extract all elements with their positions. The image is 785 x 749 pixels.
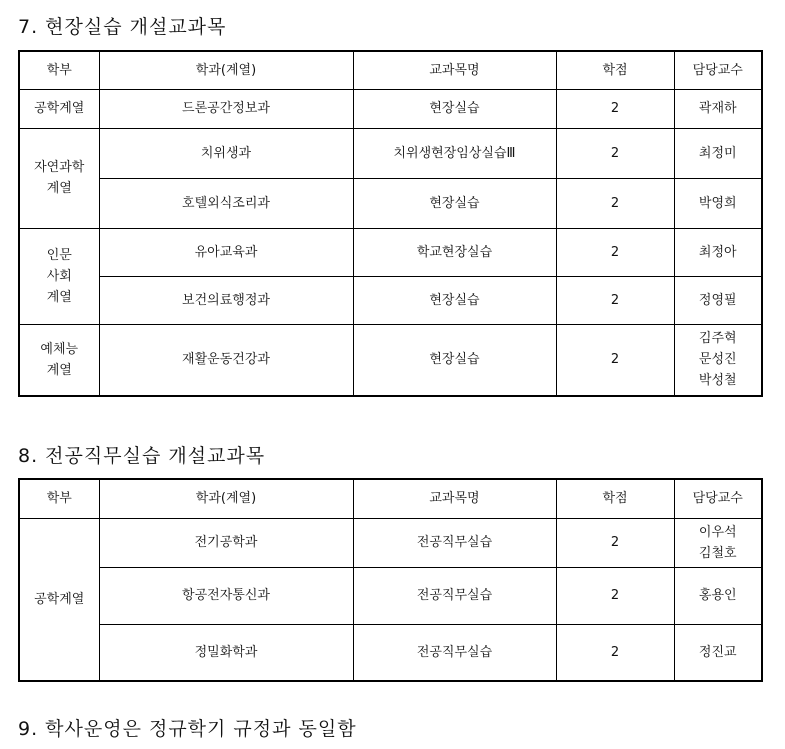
section-7-heading: 7. 현장실습 개설교과목	[18, 16, 227, 38]
course-cell: 현장실습	[353, 324, 556, 396]
credit-cell: 2	[556, 276, 674, 324]
division-cell: 공학계열	[19, 518, 99, 681]
dept-cell: 재활운동건강과	[99, 324, 353, 396]
dept-cell: 전기공학과	[99, 518, 353, 567]
dept-cell: 호텔외식조리과	[99, 178, 353, 228]
header-dept: 학과(계열)	[99, 479, 353, 518]
professor-cell: 곽재하	[674, 89, 762, 128]
division-cell: 인문 사회 계열	[19, 228, 99, 324]
division-cell: 자연과학 계열	[19, 128, 99, 228]
header-professor: 담당교수	[674, 479, 762, 518]
header-division: 학부	[19, 51, 99, 89]
table-row	[19, 128, 762, 178]
header-dept: 학과(계열)	[99, 51, 353, 89]
table-row	[19, 518, 762, 567]
dept-cell: 치위생과	[99, 128, 353, 178]
field-practice-table	[18, 50, 763, 397]
credit-cell: 2	[556, 128, 674, 178]
section-8-heading: 8. 전공직무실습 개설교과목	[18, 445, 266, 467]
table-header-row	[19, 479, 762, 518]
credit-cell: 2	[556, 89, 674, 128]
dept-cell: 보건의료행정과	[99, 276, 353, 324]
course-cell: 현장실습	[353, 276, 556, 324]
dept-cell: 정밀화학과	[99, 624, 353, 681]
course-cell: 현장실습	[353, 89, 556, 128]
table-row	[19, 324, 762, 396]
major-practice-table	[18, 478, 763, 682]
credit-cell: 2	[556, 624, 674, 681]
professor-cell: 이우석 김철호	[674, 518, 762, 567]
division-cell: 예체능 계열	[19, 324, 99, 396]
professor-cell: 정영필	[674, 276, 762, 324]
credit-cell: 2	[556, 567, 674, 624]
course-cell: 학교현장실습	[353, 228, 556, 276]
dept-cell: 드론공간정보과	[99, 89, 353, 128]
professor-cell: 홍용인	[674, 567, 762, 624]
header-division: 학부	[19, 479, 99, 518]
credit-cell: 2	[556, 518, 674, 567]
course-cell: 전공직무실습	[353, 624, 556, 681]
table-row	[19, 567, 762, 624]
table-row	[19, 178, 762, 228]
table-row	[19, 624, 762, 681]
credit-cell: 2	[556, 228, 674, 276]
section-9-heading: 9. 학사운영은 정규학기 규정과 동일함	[18, 718, 357, 740]
table-header-row	[19, 51, 762, 89]
table-row	[19, 228, 762, 276]
professor-cell: 최정미	[674, 128, 762, 178]
professor-cell: 김주혁 문성진 박성철	[674, 324, 762, 396]
course-cell: 현장실습	[353, 178, 556, 228]
table-row	[19, 276, 762, 324]
table-row	[19, 89, 762, 128]
course-cell: 전공직무실습	[353, 567, 556, 624]
header-credit: 학점	[556, 479, 674, 518]
professor-cell: 박영희	[674, 178, 762, 228]
course-cell: 전공직무실습	[353, 518, 556, 567]
professor-cell: 정진교	[674, 624, 762, 681]
header-course: 교과목명	[353, 479, 556, 518]
division-cell: 공학계열	[19, 89, 99, 128]
header-professor: 담당교수	[674, 51, 762, 89]
credit-cell: 2	[556, 324, 674, 396]
dept-cell: 항공전자통신과	[99, 567, 353, 624]
course-cell: 치위생현장임상실습Ⅲ	[353, 128, 556, 178]
dept-cell: 유아교육과	[99, 228, 353, 276]
header-credit: 학점	[556, 51, 674, 89]
professor-cell: 최정아	[674, 228, 762, 276]
credit-cell: 2	[556, 178, 674, 228]
header-course: 교과목명	[353, 51, 556, 89]
